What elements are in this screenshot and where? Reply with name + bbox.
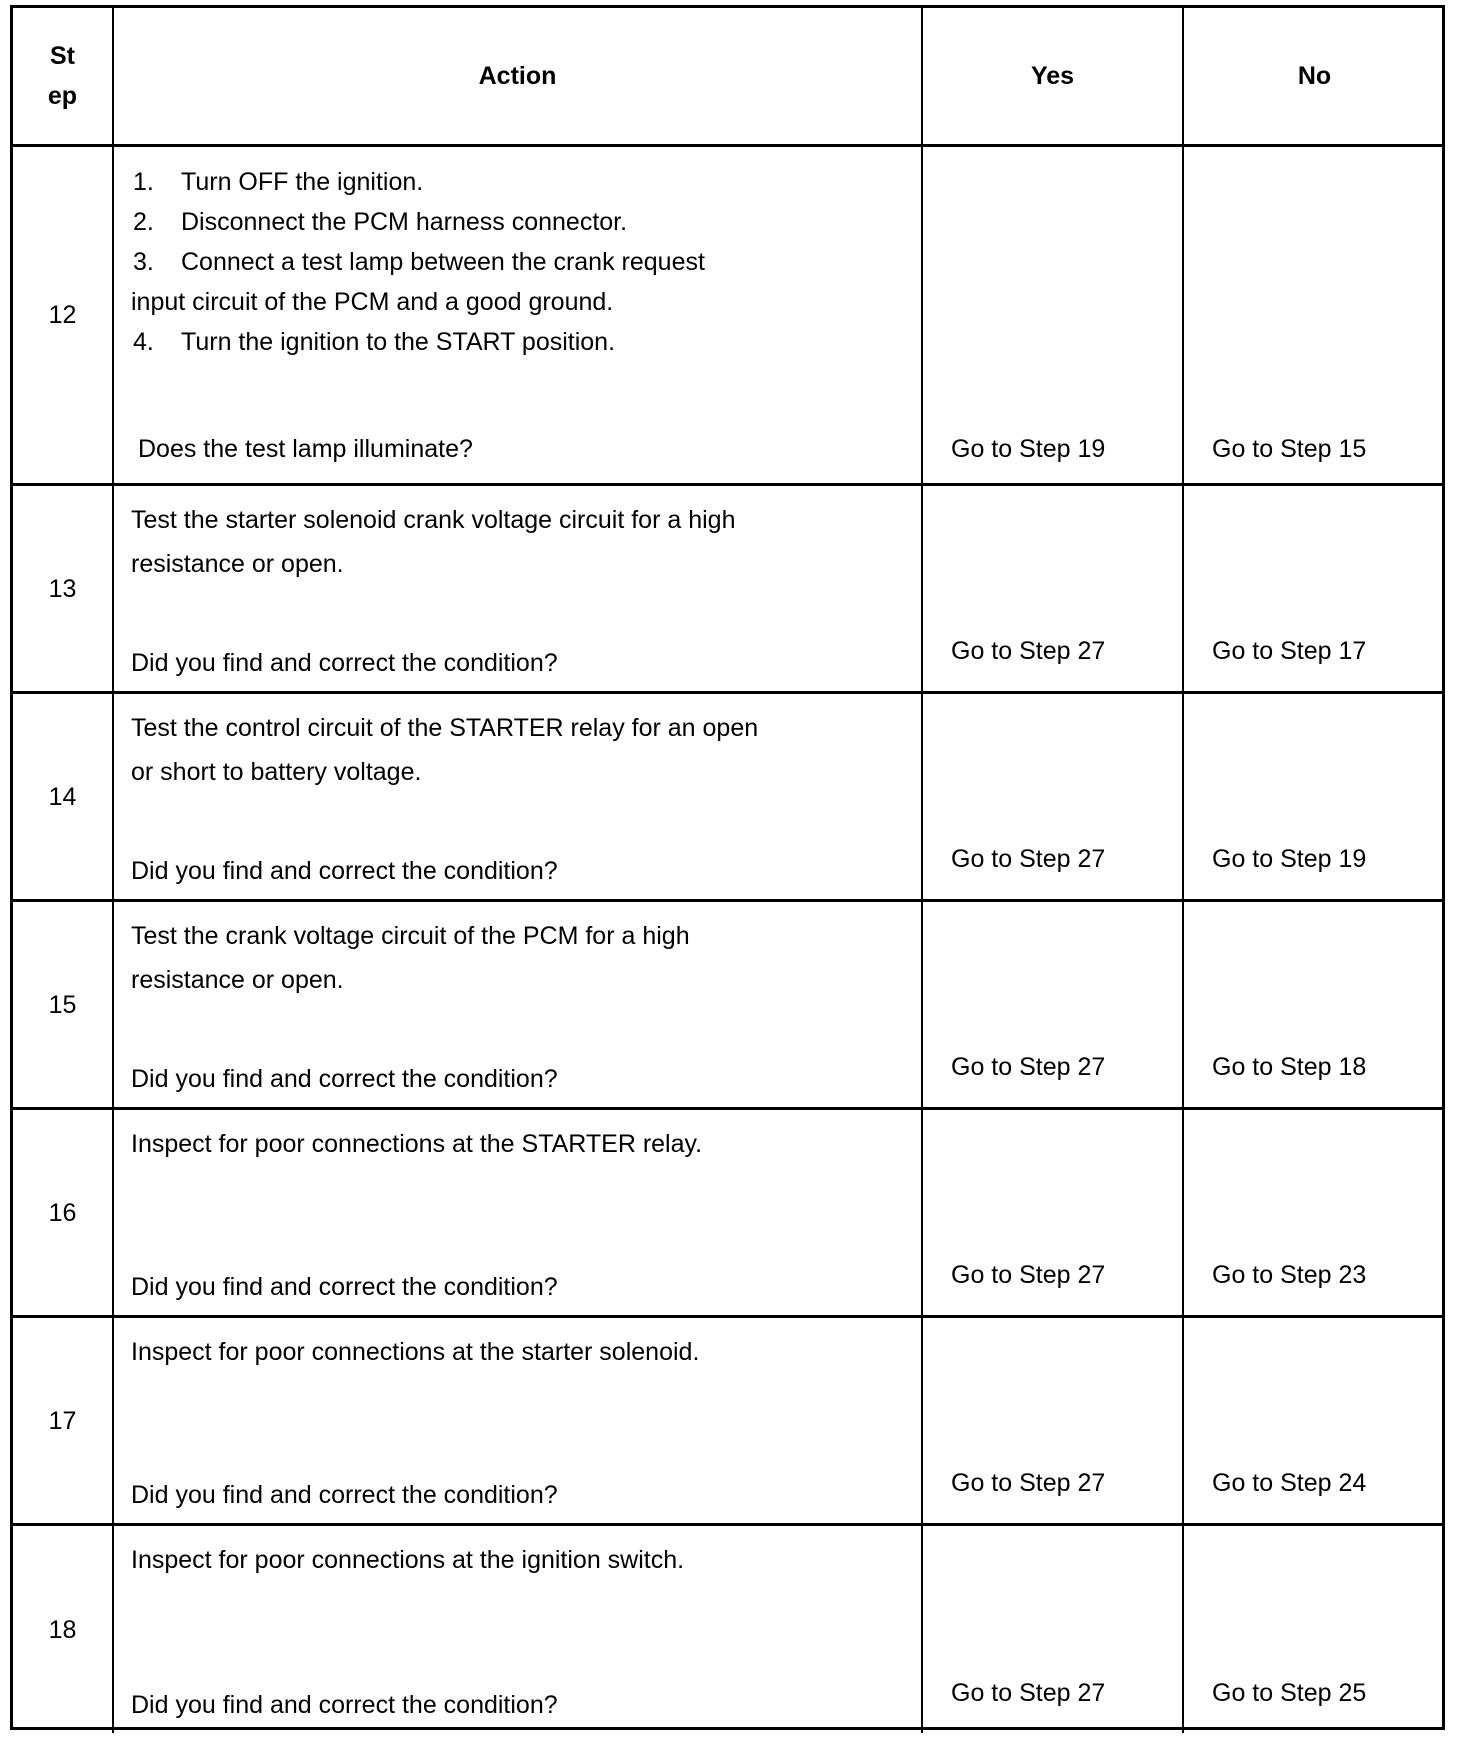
yes-cell [923,147,1184,486]
action-list [131,162,901,362]
action-cell [114,147,923,486]
yes-cell [923,694,1184,902]
step-number: 15 [13,902,114,1110]
header-action: Action [114,8,923,147]
no-cell [1184,694,1445,902]
action-line: Inspect for poor connections at the ignition switch. [131,1546,685,1574]
action-line: Inspect for poor connections at the STARTER relay. [131,1130,703,1158]
action-line: resistance or open. [131,550,344,578]
action-text [131,706,901,794]
no-cell [1184,902,1445,1110]
header-step-line1: St [50,42,75,70]
no-result: Go to Step 18 [1212,1053,1367,1081]
yes-result: Go to Step 27 [951,1261,1106,1289]
no-cell [1184,1318,1445,1526]
action-line: Test the control circuit of the STARTER relay for an open [131,714,759,742]
yes-result: Go to Step 19 [951,435,1106,463]
item-text: Connect a test lamp between the crank request [181,248,705,276]
yes-result: Go to Step 27 [951,1053,1106,1081]
action-list-item [131,242,901,282]
no-result: Go to Step 25 [1212,1679,1367,1707]
header-no: No [1184,8,1445,147]
header-yes: Yes [923,8,1184,147]
action-question: Did you find and correct the condition? [131,649,558,677]
item-number: 2. [133,208,154,236]
action-list-item-continuation [131,282,901,322]
step-number: 14 [13,694,114,902]
action-text [131,1122,901,1166]
action-cell [114,1110,923,1318]
no-cell [1184,1526,1445,1733]
action-cell [114,1318,923,1526]
item-text: input circuit of the PCM and a good ground. [131,288,614,316]
yes-result: Go to Step 27 [951,1679,1106,1707]
action-line: Test the crank voltage circuit of the PCM for a high [131,922,690,950]
action-text [131,1330,901,1374]
action-question: Did you find and correct the condition? [131,1481,558,1509]
no-cell [1184,1110,1445,1318]
item-number: 3. [133,248,154,276]
action-list-item [131,322,901,362]
action-list-item [131,162,901,202]
yes-result: Go to Step 27 [951,1469,1106,1497]
action-text [131,1538,901,1582]
step-number: 17 [13,1318,114,1526]
yes-result: Go to Step 27 [951,845,1106,873]
diagnostic-table [10,5,1445,1730]
no-result: Go to Step 17 [1212,637,1367,665]
no-result: Go to Step 23 [1212,1261,1367,1289]
action-line: resistance or open. [131,966,344,994]
no-cell [1184,147,1445,486]
action-cell [114,1526,923,1733]
action-question: Did you find and correct the condition? [131,857,558,885]
item-text: Turn OFF the ignition. [181,168,424,196]
item-text: Disconnect the PCM harness connector. [181,208,628,236]
action-cell [114,902,923,1110]
item-text: Turn the ignition to the START position. [181,328,616,356]
yes-cell [923,1318,1184,1526]
no-result: Go to Step 19 [1212,845,1367,873]
yes-cell [923,1110,1184,1318]
yes-cell [923,486,1184,694]
step-number: 12 [13,147,114,486]
action-cell [114,486,923,694]
item-number: 1. [133,168,154,196]
no-result: Go to Step 24 [1212,1469,1367,1497]
yes-cell [923,1526,1184,1733]
step-number: 16 [13,1110,114,1318]
action-text [131,914,901,1002]
step-number: 13 [13,486,114,694]
header-step-line2: ep [47,82,78,110]
action-line: Test the starter solenoid crank voltage circuit for a high [131,506,736,534]
action-text [131,498,901,586]
action-cell [114,694,923,902]
yes-cell [923,902,1184,1110]
header-step [13,8,114,147]
no-result: Go to Step 15 [1212,435,1367,463]
action-question: Does the test lamp illuminate? [138,435,473,463]
action-list-item [131,202,901,242]
item-number: 4. [133,328,154,356]
action-question: Did you find and correct the condition? [131,1691,558,1719]
yes-result: Go to Step 27 [951,637,1106,665]
action-question: Did you find and correct the condition? [131,1273,558,1301]
step-number: 18 [13,1526,114,1733]
action-question: Did you find and correct the condition? [131,1065,558,1093]
action-line: or short to battery voltage. [131,758,422,786]
action-line: Inspect for poor connections at the starter solenoid. [131,1338,700,1366]
no-cell [1184,486,1445,694]
